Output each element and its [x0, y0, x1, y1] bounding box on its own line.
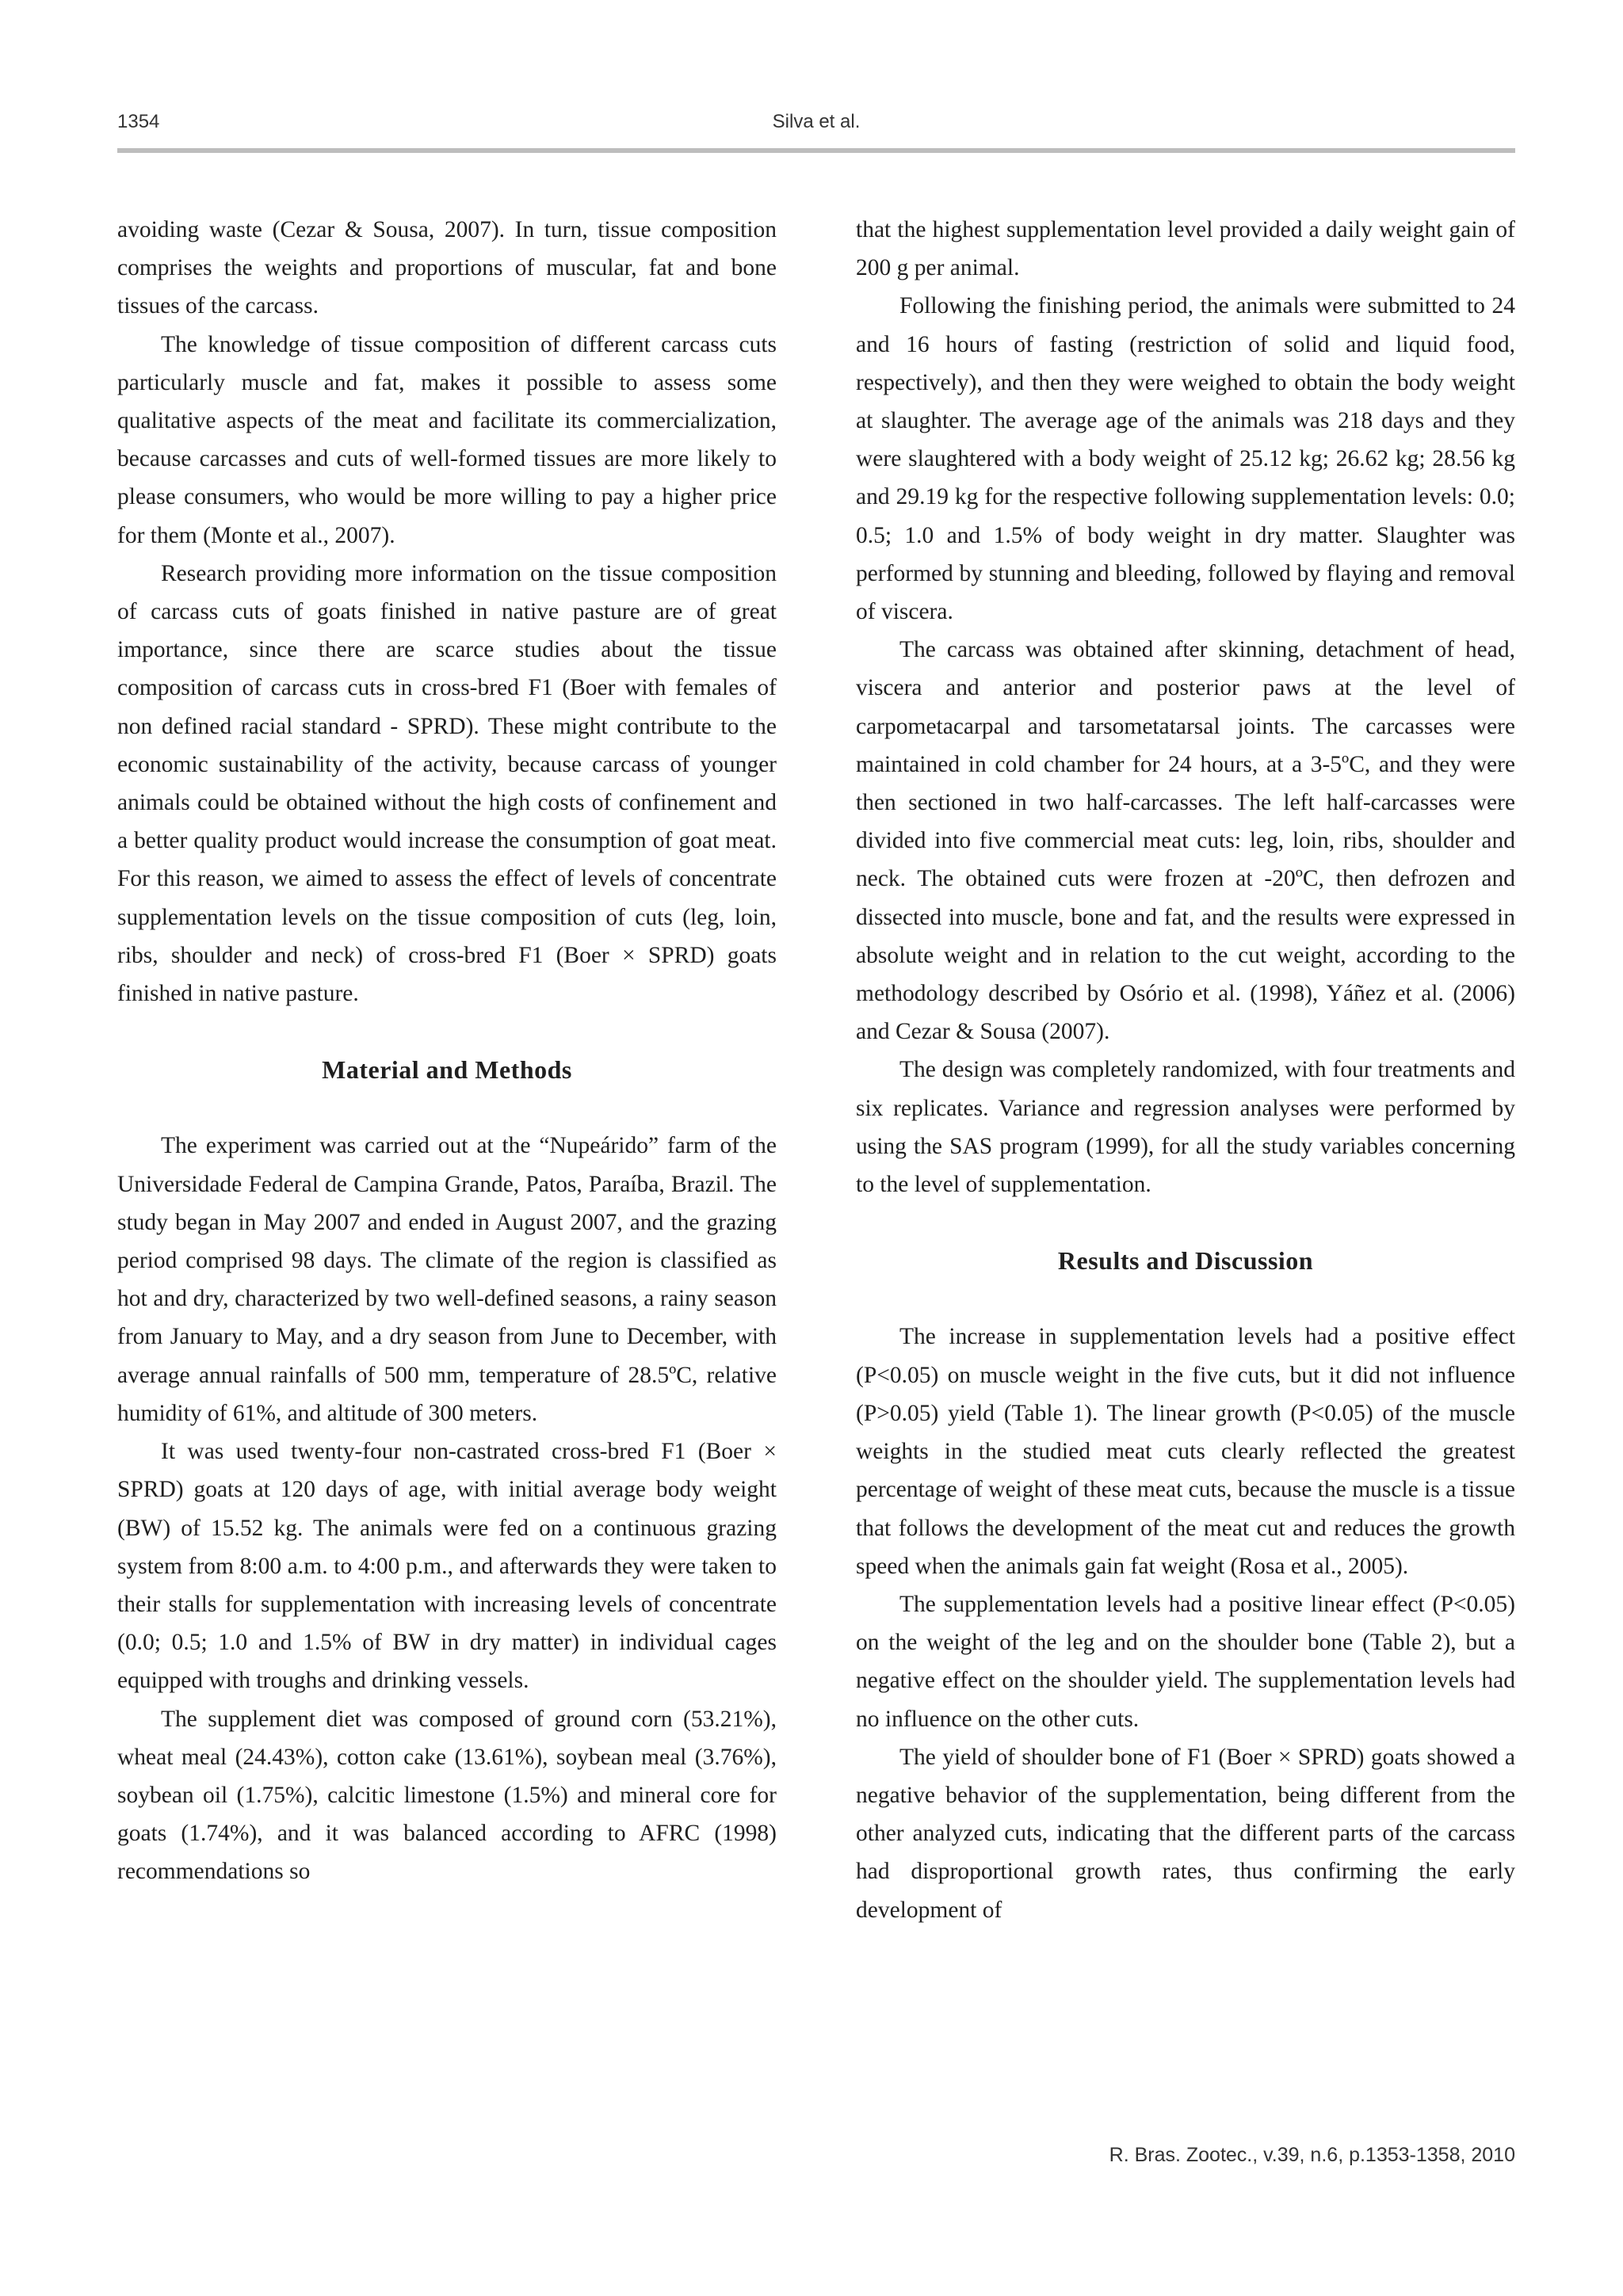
- section-heading-methods: Material and Methods: [322, 1055, 572, 1085]
- paragraph: The carcass was obtained after skinning, detachment of head, viscera and anterior and posterior paws at the level of carpometacarpal and tarsometatarsal joints. The carcasses were maintained in cold chamber for 24 hours, at a 3-5ºC, and they were then sectioned in two half-carcasses. The left half-carcasses were divided into five commercial meat cuts: leg, loin, ribs, shoulder and neck. The obtained cuts were frozen at -20ºC, then defrozen and dissected into muscle, bone and fat, and the results were expressed in absolute weight and in relation to the cut weight, according to the methodology described by Osório et al. (1998), Yáñez et al. (2006) and Cezar & Sousa (2007).: [856, 637, 1515, 1045]
- running-head: Silva et al.: [772, 111, 861, 132]
- paragraph: The yield of shoulder bone of F1 (Boer × SPRD) goats showed a negative behavior of the supplementation, being different from the other analyzed cuts, indicating that the different parts of the carcass had disproportional growth rates, thus confirming the early development of: [856, 1744, 1515, 1923]
- journal-citation: R. Bras. Zootec., v.39, n.6, p.1353-1358, 2010: [1109, 2144, 1515, 2166]
- paragraph: The supplementation levels had a positive linear effect (P<0.05) on the weight of the leg and on the shoulder bone (Table 2), but a negative effect on the shoulder yield. The supplementation levels had no influence on the other cuts.: [856, 1591, 1515, 1732]
- paragraph: Research providing more information on the tissue composition of carcass cuts of goats finished in native pasture are of great importance, since there are scarce studies about the tissue composition of carcass cuts in cross-bred F1 (Boer with females of non defined racial standard - SPRD). These might contribute to the economic sustainability of the activity, because carcass of younger animals could be obtained without the high costs of confinement and a better quality product would increase the consumption of goat meat. For this reason, we aimed to assess the effect of levels of concentrate supplementation levels on the tissue composition of cuts (leg, loin, ribs, shoulder and neck) of cross-bred F1 (Boer × SPRD) goats finished in native pasture.: [117, 560, 777, 1007]
- paragraph: Following the finishing period, the animals were submitted to 24 and 16 hours of fasting (restriction of solid and liquid food, respectively), and then they were weighed to obtain the body weight at slaughter. The average age of the animals was 218 days and they were slaughtered with a body weight of 25.12 kg; 26.62 kg; 28.56 kg and 29.19 kg for the respective following supplementation levels: 0.0; 0.5; 1.0 and 1.5% of body weight in dry matter. Slaughter was performed by stunning and bleeding, followed by flaying and removal of viscera.: [856, 293, 1515, 625]
- section-heading-results: Results and Discussion: [1057, 1246, 1314, 1276]
- right-column: [856, 211, 1515, 1929]
- page-header: [117, 111, 1515, 143]
- paragraph: The design was completely randomized, with four treatments and six replicates. Variance and regression analyses were performed by using the SAS program (1999), for all the study variables concerning to the level of supplementation.: [856, 1057, 1515, 1198]
- paragraph: avoiding waste (Cezar & Sousa, 2007). In turn, tissue composition comprises the weights and proportions of muscular, fat and bone tissues of the carcass.: [117, 217, 777, 319]
- paragraph: The experiment was carried out at the “Nupeárido” farm of the Universidade Federal de Campina Grande, Patos, Paraíba, Brazil. The study began in May 2007 and ended in August 2007, and the grazing period comprised 98 days. The climate of the region is classified as hot and dry, characterized by two well-defined seasons, a rainy season from January to May, and a dry season from June to December, with average annual rainfalls of 500 mm, temperature of 28.5ºC, relative humidity of 61%, and altitude of 300 meters.: [117, 1133, 777, 1426]
- paragraph: The supplement diet was composed of ground corn (53.21%), wheat meal (24.43%), cotton cake (13.61%), soybean meal (3.76%), soybean oil (1.75%), calcitic limestone (1.5%) and mineral core for goats (1.74%), and it was balanced according to AFRC (1998) recommendations so: [117, 1706, 777, 1885]
- left-column: [117, 211, 777, 1891]
- page-number: 1354: [117, 111, 160, 132]
- paragraph: It was used twenty-four non-castrated cross-bred F1 (Boer × SPRD) goats at 120 days of age, with initial average body weight (BW) of 15.52 kg. The animals were fed on a continuous grazing system from 8:00 a.m. to 4:00 p.m., and afterwards they were taken to their stalls for supplementation with increasing levels of concentrate (0.0; 0.5; 1.0 and 1.5% of BW in dry matter) in individual cages equipped with troughs and drinking vessels.: [117, 1439, 777, 1694]
- paragraph: that the highest supplementation level provided a daily weight gain of 200 g per animal.: [856, 217, 1515, 281]
- header-rule: [117, 148, 1515, 153]
- paragraph: The knowledge of tissue composition of different carcass cuts particularly muscle and fat, makes it possible to assess some qualitative aspects of the meat and facilitate its commercialization, because carcasses and cuts of well-formed tissues are more likely to please consumers, who would be more willing to pay a higher price for them (Monte et al., 2007).: [117, 331, 777, 548]
- paragraph: The increase in supplementation levels had a positive effect (P<0.05) on muscle weight in the five cuts, but it did not influence (P>0.05) yield (Table 1). The linear growth (P<0.05) of the muscle weights in the studied meat cuts clearly reflected the greatest percentage of weight of these meat cuts, because the muscle is a tissue that follows the development of the meat cut and reduces the growth speed when the animals gain fat weight (Rosa et al., 2005).: [856, 1324, 1515, 1579]
